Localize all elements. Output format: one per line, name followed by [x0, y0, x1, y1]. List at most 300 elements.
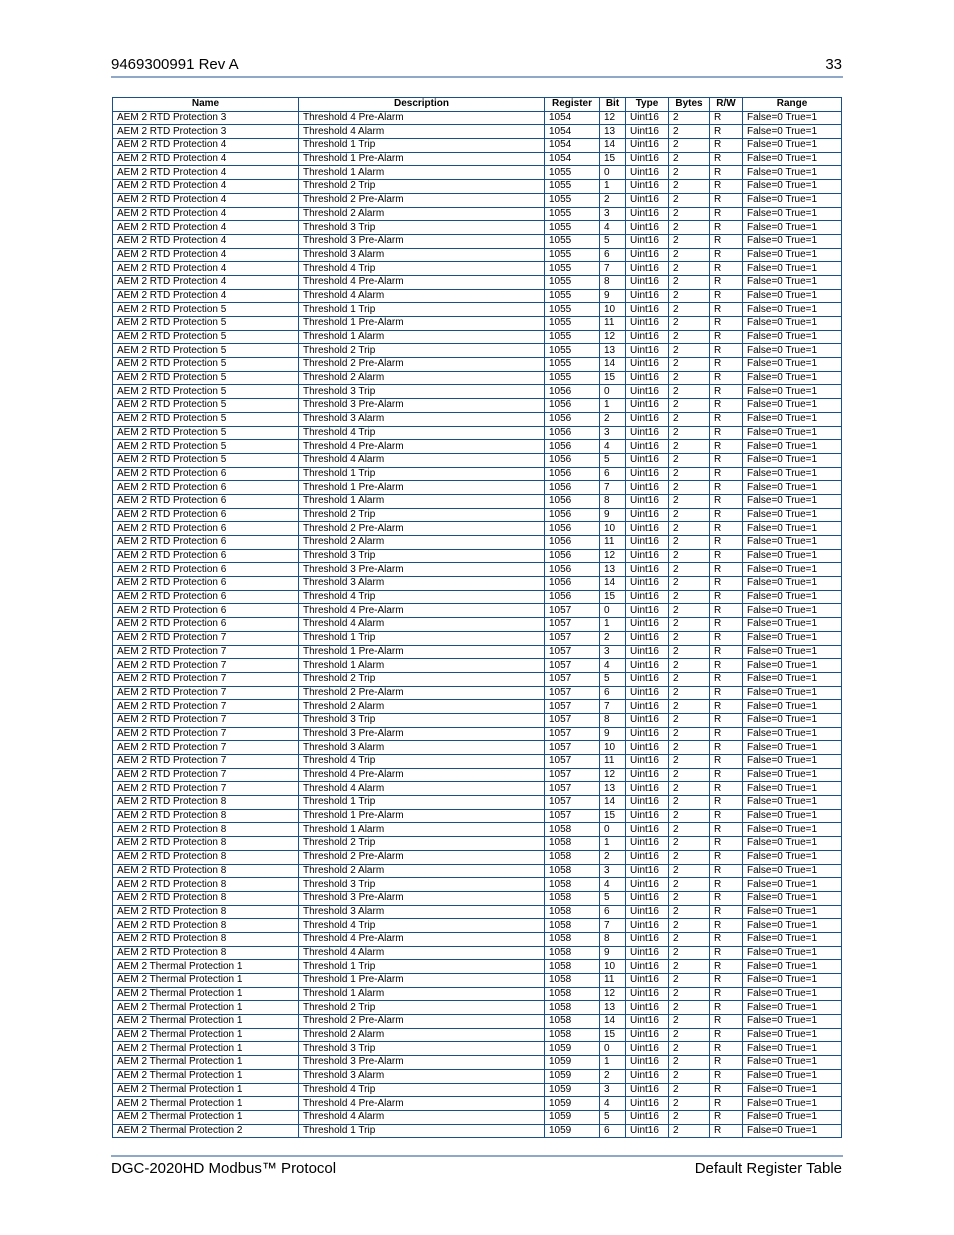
name-cell: AEM 2 RTD Protection 4	[113, 207, 299, 221]
rw-cell: R	[710, 193, 743, 207]
range-cell: False=0 True=1	[743, 1001, 842, 1015]
register-cell: 1057	[545, 713, 600, 727]
rw-cell: R	[710, 878, 743, 892]
range-cell: False=0 True=1	[743, 631, 842, 645]
name-cell: AEM 2 RTD Protection 8	[113, 946, 299, 960]
bit-cell: 14	[600, 577, 626, 591]
name-cell: AEM 2 Thermal Protection 2	[113, 1124, 299, 1138]
rw-cell: R	[710, 604, 743, 618]
register-cell: 1055	[545, 207, 600, 221]
rw-cell: R	[710, 1056, 743, 1070]
type-cell: Uint16	[626, 494, 669, 508]
bit-cell: 0	[600, 385, 626, 399]
name-cell: AEM 2 RTD Protection 8	[113, 823, 299, 837]
bit-cell: 8	[600, 494, 626, 508]
range-cell: False=0 True=1	[743, 618, 842, 632]
bit-cell: 5	[600, 234, 626, 248]
rw-cell: R	[710, 330, 743, 344]
rw-cell: R	[710, 453, 743, 467]
description-cell: Threshold 2 Trip	[299, 344, 545, 358]
rw-cell: R	[710, 700, 743, 714]
register-cell: 1057	[545, 741, 600, 755]
description-cell: Threshold 4 Trip	[299, 755, 545, 769]
description-cell: Threshold 2 Alarm	[299, 700, 545, 714]
type-cell: Uint16	[626, 412, 669, 426]
rw-cell: R	[710, 782, 743, 796]
description-cell: Threshold 4 Trip	[299, 262, 545, 276]
table-row	[113, 494, 842, 508]
rw-cell: R	[710, 1124, 743, 1138]
bytes-cell: 2	[669, 1097, 710, 1111]
range-cell: False=0 True=1	[743, 522, 842, 536]
bytes-cell: 2	[669, 727, 710, 741]
page-number: 33	[825, 56, 842, 73]
description-cell: Threshold 1 Trip	[299, 1124, 545, 1138]
table-row	[113, 850, 842, 864]
range-cell: False=0 True=1	[743, 1083, 842, 1097]
register-cell: 1058	[545, 823, 600, 837]
description-cell: Threshold 3 Alarm	[299, 248, 545, 262]
table-row	[113, 809, 842, 823]
bytes-cell: 2	[669, 152, 710, 166]
type-cell: Uint16	[626, 796, 669, 810]
register-cell: 1057	[545, 782, 600, 796]
bytes-cell: 2	[669, 522, 710, 536]
bit-cell: 10	[600, 960, 626, 974]
name-cell: AEM 2 RTD Protection 4	[113, 289, 299, 303]
type-cell: Uint16	[626, 713, 669, 727]
type-cell: Uint16	[626, 1056, 669, 1070]
table-row	[113, 713, 842, 727]
table-row	[113, 371, 842, 385]
type-cell: Uint16	[626, 946, 669, 960]
name-cell: AEM 2 RTD Protection 4	[113, 275, 299, 289]
register-cell: 1056	[545, 590, 600, 604]
table-row	[113, 974, 842, 988]
bytes-cell: 2	[669, 686, 710, 700]
bytes-cell: 2	[669, 645, 710, 659]
range-cell: False=0 True=1	[743, 563, 842, 577]
description-cell: Threshold 3 Alarm	[299, 412, 545, 426]
bit-cell: 13	[600, 1001, 626, 1015]
register-cell: 1054	[545, 111, 600, 125]
description-cell: Threshold 1 Trip	[299, 303, 545, 317]
rw-cell: R	[710, 960, 743, 974]
range-cell: False=0 True=1	[743, 166, 842, 180]
register-cell: 1055	[545, 371, 600, 385]
table-row	[113, 508, 842, 522]
description-cell: Threshold 4 Alarm	[299, 782, 545, 796]
name-cell: AEM 2 RTD Protection 5	[113, 412, 299, 426]
bit-cell: 9	[600, 289, 626, 303]
bytes-cell: 2	[669, 700, 710, 714]
name-cell: AEM 2 RTD Protection 4	[113, 221, 299, 235]
type-cell: Uint16	[626, 139, 669, 153]
register-cell: 1056	[545, 536, 600, 550]
table-row	[113, 399, 842, 413]
range-cell: False=0 True=1	[743, 1056, 842, 1070]
name-cell: AEM 2 RTD Protection 5	[113, 385, 299, 399]
name-cell: AEM 2 RTD Protection 7	[113, 768, 299, 782]
type-cell: Uint16	[626, 275, 669, 289]
bit-cell: 15	[600, 152, 626, 166]
register-cell: 1055	[545, 275, 600, 289]
column-header-bytes: Bytes	[669, 98, 710, 112]
range-cell: False=0 True=1	[743, 809, 842, 823]
type-cell: Uint16	[626, 426, 669, 440]
bytes-cell: 2	[669, 713, 710, 727]
register-cell: 1057	[545, 768, 600, 782]
table-row	[113, 932, 842, 946]
bytes-cell: 2	[669, 111, 710, 125]
rw-cell: R	[710, 180, 743, 194]
description-cell: Threshold 3 Pre-Alarm	[299, 563, 545, 577]
bytes-cell: 2	[669, 453, 710, 467]
range-cell: False=0 True=1	[743, 467, 842, 481]
bit-cell: 10	[600, 303, 626, 317]
type-cell: Uint16	[626, 741, 669, 755]
name-cell: AEM 2 RTD Protection 6	[113, 618, 299, 632]
table-row	[113, 275, 842, 289]
type-cell: Uint16	[626, 371, 669, 385]
register-cell: 1057	[545, 727, 600, 741]
bit-cell: 6	[600, 467, 626, 481]
bit-cell: 0	[600, 1042, 626, 1056]
description-cell: Threshold 2 Trip	[299, 837, 545, 851]
range-cell: False=0 True=1	[743, 426, 842, 440]
rw-cell: R	[710, 139, 743, 153]
name-cell: AEM 2 RTD Protection 5	[113, 344, 299, 358]
range-cell: False=0 True=1	[743, 755, 842, 769]
rw-cell: R	[710, 974, 743, 988]
table-row	[113, 180, 842, 194]
description-cell: Threshold 1 Pre-Alarm	[299, 152, 545, 166]
register-cell: 1056	[545, 494, 600, 508]
register-cell: 1055	[545, 303, 600, 317]
name-cell: AEM 2 RTD Protection 8	[113, 905, 299, 919]
name-cell: AEM 2 RTD Protection 5	[113, 330, 299, 344]
rw-cell: R	[710, 905, 743, 919]
register-cell: 1056	[545, 453, 600, 467]
bit-cell: 4	[600, 878, 626, 892]
bytes-cell: 2	[669, 577, 710, 591]
type-cell: Uint16	[626, 440, 669, 454]
bit-cell: 14	[600, 1015, 626, 1029]
description-cell: Threshold 1 Alarm	[299, 987, 545, 1001]
bit-cell: 9	[600, 946, 626, 960]
type-cell: Uint16	[626, 467, 669, 481]
table-row	[113, 905, 842, 919]
range-cell: False=0 True=1	[743, 303, 842, 317]
register-cell: 1055	[545, 221, 600, 235]
bit-cell: 13	[600, 563, 626, 577]
range-cell: False=0 True=1	[743, 577, 842, 591]
bytes-cell: 2	[669, 878, 710, 892]
register-cell: 1055	[545, 193, 600, 207]
bit-cell: 13	[600, 125, 626, 139]
range-cell: False=0 True=1	[743, 180, 842, 194]
type-cell: Uint16	[626, 1124, 669, 1138]
rw-cell: R	[710, 536, 743, 550]
type-cell: Uint16	[626, 987, 669, 1001]
name-cell: AEM 2 RTD Protection 6	[113, 522, 299, 536]
bytes-cell: 2	[669, 1028, 710, 1042]
rw-cell: R	[710, 1015, 743, 1029]
range-cell: False=0 True=1	[743, 1042, 842, 1056]
range-cell: False=0 True=1	[743, 741, 842, 755]
range-cell: False=0 True=1	[743, 905, 842, 919]
table-row	[113, 878, 842, 892]
table-row	[113, 618, 842, 632]
bytes-cell: 2	[669, 604, 710, 618]
table-row	[113, 522, 842, 536]
bytes-cell: 2	[669, 1069, 710, 1083]
bytes-cell: 2	[669, 755, 710, 769]
description-cell: Threshold 3 Trip	[299, 713, 545, 727]
rw-cell: R	[710, 577, 743, 591]
description-cell: Threshold 4 Pre-Alarm	[299, 1097, 545, 1111]
column-header-name: Name	[113, 98, 299, 112]
table-row	[113, 303, 842, 317]
range-cell: False=0 True=1	[743, 536, 842, 550]
register-cell: 1058	[545, 864, 600, 878]
name-cell: AEM 2 RTD Protection 6	[113, 508, 299, 522]
type-cell: Uint16	[626, 590, 669, 604]
table-row	[113, 672, 842, 686]
type-cell: Uint16	[626, 152, 669, 166]
rw-cell: R	[710, 385, 743, 399]
rw-cell: R	[710, 344, 743, 358]
description-cell: Threshold 2 Trip	[299, 180, 545, 194]
name-cell: AEM 2 Thermal Protection 1	[113, 974, 299, 988]
bit-cell: 11	[600, 536, 626, 550]
bit-cell: 5	[600, 1110, 626, 1124]
range-cell: False=0 True=1	[743, 1069, 842, 1083]
table-row	[113, 385, 842, 399]
range-cell: False=0 True=1	[743, 700, 842, 714]
rw-cell: R	[710, 262, 743, 276]
type-cell: Uint16	[626, 1028, 669, 1042]
rw-cell: R	[710, 755, 743, 769]
bytes-cell: 2	[669, 344, 710, 358]
rw-cell: R	[710, 1001, 743, 1015]
table-row	[113, 1124, 842, 1138]
name-cell: AEM 2 Thermal Protection 1	[113, 1110, 299, 1124]
bit-cell: 15	[600, 590, 626, 604]
rw-cell: R	[710, 125, 743, 139]
description-cell: Threshold 4 Alarm	[299, 289, 545, 303]
rw-cell: R	[710, 289, 743, 303]
bytes-cell: 2	[669, 385, 710, 399]
range-cell: False=0 True=1	[743, 371, 842, 385]
register-cell: 1055	[545, 234, 600, 248]
register-cell: 1057	[545, 686, 600, 700]
table-row	[113, 262, 842, 276]
description-cell: Threshold 4 Pre-Alarm	[299, 604, 545, 618]
table-row	[113, 344, 842, 358]
type-cell: Uint16	[626, 303, 669, 317]
register-cell: 1055	[545, 166, 600, 180]
table-row	[113, 727, 842, 741]
bit-cell: 7	[600, 700, 626, 714]
table-row	[113, 426, 842, 440]
name-cell: AEM 2 RTD Protection 8	[113, 837, 299, 851]
column-header-register: Register	[545, 98, 600, 112]
rw-cell: R	[710, 275, 743, 289]
register-cell: 1057	[545, 631, 600, 645]
description-cell: Threshold 4 Pre-Alarm	[299, 440, 545, 454]
description-cell: Threshold 1 Trip	[299, 139, 545, 153]
table-row	[113, 549, 842, 563]
range-cell: False=0 True=1	[743, 344, 842, 358]
rw-cell: R	[710, 549, 743, 563]
bit-cell: 2	[600, 1069, 626, 1083]
type-cell: Uint16	[626, 193, 669, 207]
name-cell: AEM 2 RTD Protection 8	[113, 809, 299, 823]
description-cell: Threshold 2 Alarm	[299, 1028, 545, 1042]
bytes-cell: 2	[669, 289, 710, 303]
rw-cell: R	[710, 467, 743, 481]
description-cell: Threshold 1 Alarm	[299, 166, 545, 180]
type-cell: Uint16	[626, 960, 669, 974]
page-header	[111, 56, 842, 76]
rw-cell: R	[710, 399, 743, 413]
register-cell: 1058	[545, 905, 600, 919]
range-cell: False=0 True=1	[743, 262, 842, 276]
table-row	[113, 891, 842, 905]
description-cell: Threshold 3 Pre-Alarm	[299, 727, 545, 741]
type-cell: Uint16	[626, 344, 669, 358]
bytes-cell: 2	[669, 207, 710, 221]
bytes-cell: 2	[669, 1110, 710, 1124]
name-cell: AEM 2 RTD Protection 6	[113, 549, 299, 563]
register-cell: 1056	[545, 467, 600, 481]
type-cell: Uint16	[626, 809, 669, 823]
type-cell: Uint16	[626, 234, 669, 248]
range-cell: False=0 True=1	[743, 659, 842, 673]
name-cell: AEM 2 RTD Protection 7	[113, 659, 299, 673]
table-row	[113, 631, 842, 645]
bit-cell: 1	[600, 399, 626, 413]
name-cell: AEM 2 RTD Protection 5	[113, 440, 299, 454]
bytes-cell: 2	[669, 262, 710, 276]
name-cell: AEM 2 RTD Protection 4	[113, 166, 299, 180]
rw-cell: R	[710, 234, 743, 248]
table-row	[113, 412, 842, 426]
description-cell: Threshold 3 Alarm	[299, 577, 545, 591]
bit-cell: 6	[600, 248, 626, 262]
register-cell: 1055	[545, 262, 600, 276]
name-cell: AEM 2 RTD Protection 8	[113, 891, 299, 905]
name-cell: AEM 2 RTD Protection 7	[113, 631, 299, 645]
type-cell: Uint16	[626, 248, 669, 262]
name-cell: AEM 2 RTD Protection 5	[113, 317, 299, 331]
bytes-cell: 2	[669, 987, 710, 1001]
bit-cell: 12	[600, 111, 626, 125]
bytes-cell: 2	[669, 946, 710, 960]
range-cell: False=0 True=1	[743, 207, 842, 221]
rw-cell: R	[710, 919, 743, 933]
name-cell: AEM 2 RTD Protection 6	[113, 494, 299, 508]
bit-cell: 13	[600, 782, 626, 796]
bit-cell: 2	[600, 631, 626, 645]
table-row	[113, 1028, 842, 1042]
type-cell: Uint16	[626, 1097, 669, 1111]
type-cell: Uint16	[626, 577, 669, 591]
name-cell: AEM 2 RTD Protection 7	[113, 755, 299, 769]
register-cell: 1057	[545, 645, 600, 659]
table-row	[113, 604, 842, 618]
table-row	[113, 864, 842, 878]
bit-cell: 15	[600, 1028, 626, 1042]
name-cell: AEM 2 RTD Protection 5	[113, 303, 299, 317]
rw-cell: R	[710, 1042, 743, 1056]
rw-cell: R	[710, 317, 743, 331]
footer-section-title: Default Register Table	[694, 1160, 842, 1177]
table-row	[113, 1110, 842, 1124]
table-row	[113, 1042, 842, 1056]
rw-cell: R	[710, 221, 743, 235]
type-cell: Uint16	[626, 508, 669, 522]
bytes-cell: 2	[669, 905, 710, 919]
type-cell: Uint16	[626, 1083, 669, 1097]
description-cell: Threshold 3 Trip	[299, 385, 545, 399]
bytes-cell: 2	[669, 399, 710, 413]
type-cell: Uint16	[626, 932, 669, 946]
rw-cell: R	[710, 590, 743, 604]
table-row	[113, 563, 842, 577]
bytes-cell: 2	[669, 1083, 710, 1097]
rw-cell: R	[710, 823, 743, 837]
type-cell: Uint16	[626, 974, 669, 988]
rw-cell: R	[710, 713, 743, 727]
name-cell: AEM 2 RTD Protection 7	[113, 672, 299, 686]
bit-cell: 4	[600, 440, 626, 454]
register-cell: 1058	[545, 1001, 600, 1015]
description-cell: Threshold 1 Alarm	[299, 823, 545, 837]
description-cell: Threshold 1 Pre-Alarm	[299, 481, 545, 495]
bytes-cell: 2	[669, 275, 710, 289]
rw-cell: R	[710, 440, 743, 454]
header-rule	[111, 76, 843, 78]
range-cell: False=0 True=1	[743, 193, 842, 207]
range-cell: False=0 True=1	[743, 481, 842, 495]
description-cell: Threshold 4 Alarm	[299, 125, 545, 139]
register-cell: 1059	[545, 1124, 600, 1138]
register-cell: 1056	[545, 385, 600, 399]
type-cell: Uint16	[626, 782, 669, 796]
rw-cell: R	[710, 426, 743, 440]
bytes-cell: 2	[669, 221, 710, 235]
register-cell: 1056	[545, 563, 600, 577]
bit-cell: 12	[600, 549, 626, 563]
document-number: 9469300991 Rev A	[111, 56, 239, 73]
rw-cell: R	[710, 166, 743, 180]
name-cell: AEM 2 Thermal Protection 1	[113, 1001, 299, 1015]
register-cell: 1055	[545, 358, 600, 372]
range-cell: False=0 True=1	[743, 221, 842, 235]
bytes-cell: 2	[669, 494, 710, 508]
rw-cell: R	[710, 152, 743, 166]
register-cell: 1056	[545, 426, 600, 440]
register-cell: 1057	[545, 796, 600, 810]
rw-cell: R	[710, 672, 743, 686]
type-cell: Uint16	[626, 399, 669, 413]
bit-cell: 6	[600, 905, 626, 919]
bit-cell: 1	[600, 180, 626, 194]
description-cell: Threshold 2 Alarm	[299, 371, 545, 385]
description-cell: Threshold 4 Pre-Alarm	[299, 111, 545, 125]
